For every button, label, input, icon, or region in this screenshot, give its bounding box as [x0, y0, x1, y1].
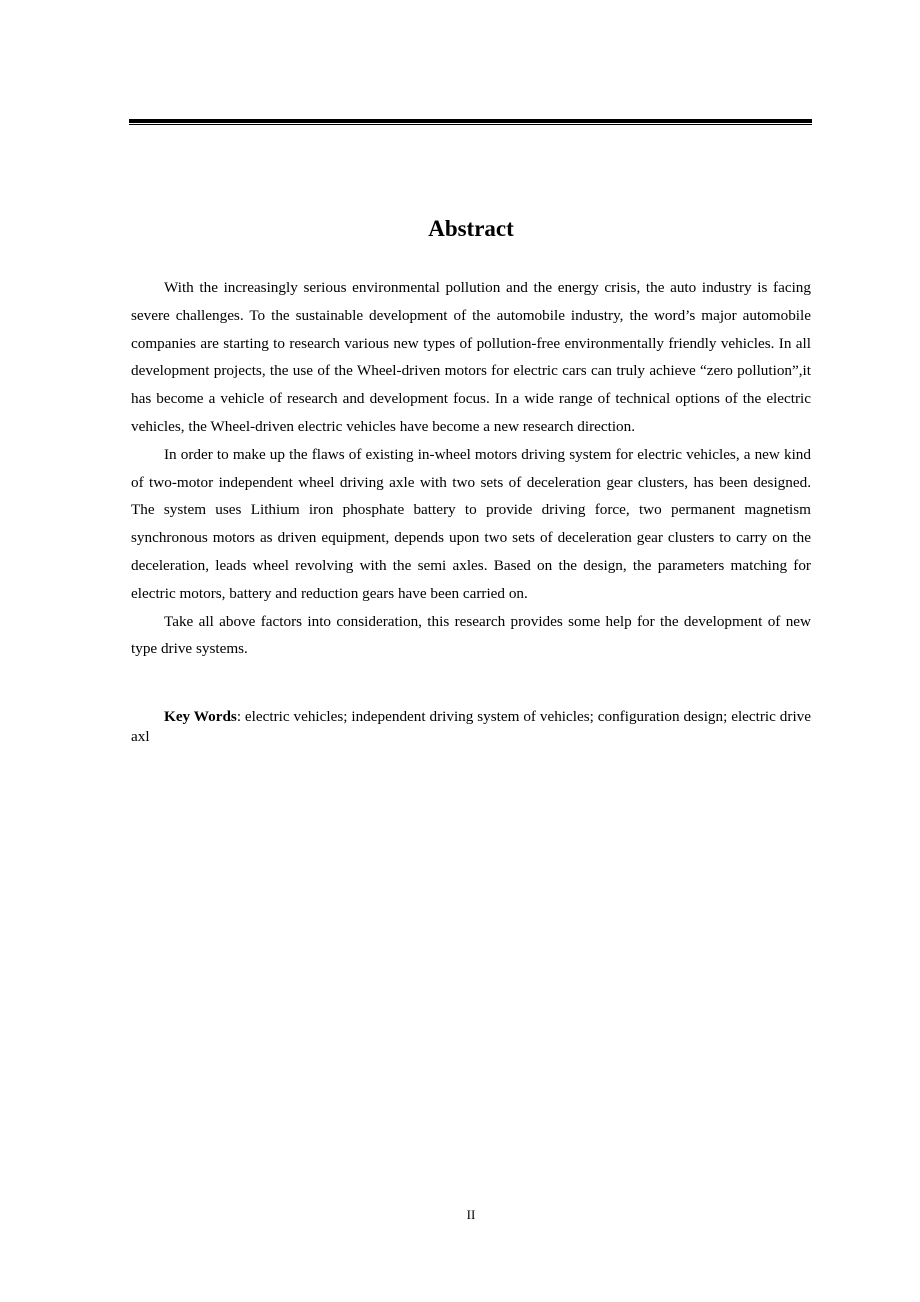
page-title: Abstract: [428, 216, 514, 241]
keywords-label: Key Words: [164, 708, 237, 725]
abstract-paragraph: Take all above factors into consideration, this research provides some help for the development of new type drive systems.: [131, 612, 811, 658]
abstract-paragraph: With the increasingly serious environmental pollution and the energy crisis, the auto industry is facing severe challenges. To the sustainable development of the automobile industry, the word’s major automobile companies are starting to research various new types of pollution-free environmentally friendly vehicles. In all development projects, the use of the Wheel-driven motors for electric cars can truly achieve “zero pollution”,it has become a vehicle of research and development focus. In a wide range of technical options of the electric vehicles, the Wheel-driven electric vehicles have become a new research direction.: [131, 279, 811, 435]
abstract-paragraph: In order to make up the flaws of existing in-wheel motors driving system for electric vehicles, a new kind of two-motor independent wheel driving axle with two sets of deceleration gear clusters, has been designed. The system uses Lithium iron phosphate battery to provide driving force, two permanent magnetism synchronous motors as driven equipment, depends upon two sets of deceleration gear clusters to carry on the deceleration, leads wheel revolving with the semi axles. Based on the design, the parameters matching for electric motors, battery and reduction gears have been carried on.: [131, 445, 811, 602]
abstract-body: [131, 274, 811, 663]
header-rule-thin: [129, 124, 812, 125]
page-number: II: [466, 1207, 476, 1222]
keywords-text: : electric vehicles; independent driving system of vehicles; configuration design; electric drive axl: [131, 708, 811, 745]
header-rule-thick: [129, 119, 812, 123]
keywords-line: [131, 707, 811, 747]
